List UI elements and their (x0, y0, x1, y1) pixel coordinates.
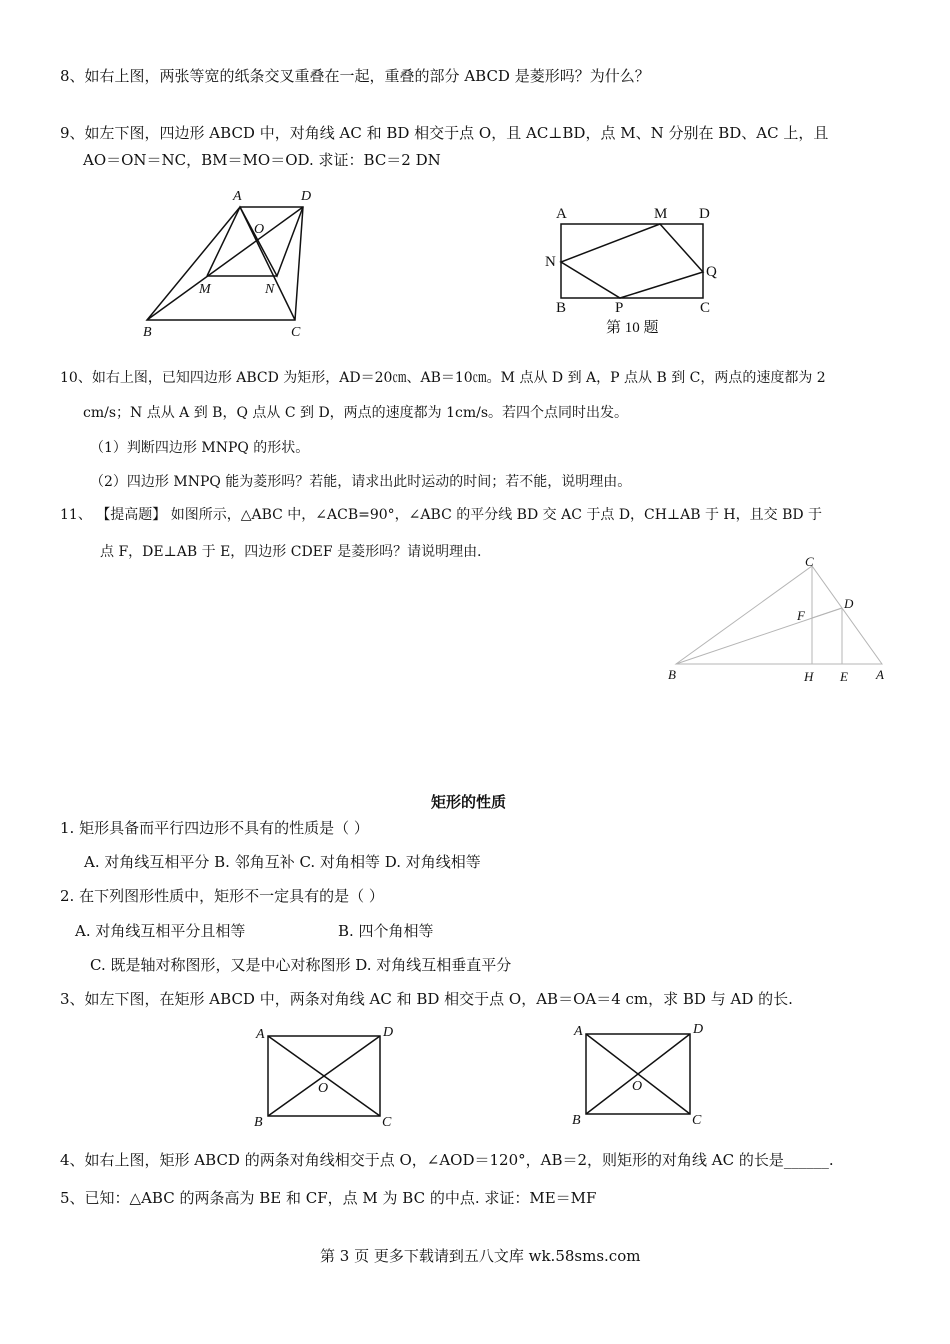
fig9-label-o: O (254, 222, 265, 237)
fig11-label-b: B (668, 667, 676, 682)
rect-question-2: 2. 在下列图形性质中，矩形不一定具有的是（ ） (60, 887, 384, 905)
rect-left-label-o: O (318, 1081, 329, 1096)
fig10-label-q: Q (706, 264, 717, 280)
fig11-segment-fd (812, 608, 842, 618)
fig10-caption: 第 10 题 (606, 320, 659, 336)
rect-right-label-a: A (574, 1024, 583, 1039)
rect-right-label-o: O (632, 1079, 643, 1094)
rect-question-4: 4、如右上图，矩形 ABCD 的两条对角线相交于点 O，∠AOD＝120°，AB＝2，则矩形的对角线 AC 的长是______. (60, 1151, 834, 1169)
rectangle-figure-right (568, 1020, 718, 1130)
fig11-label-e: E (840, 669, 848, 684)
fig11-label-a: A (876, 667, 884, 682)
fig11-triangle-abc (676, 566, 882, 664)
fig9-label-c: C (291, 325, 301, 340)
fig10-quadrilateral-mnpq (561, 224, 703, 298)
rect-question-3: 3、如左下图，在矩形 ABCD 中，两条对角线 AC 和 BD 相交于点 O，AB＝OA＝4 cm，求 BD 与 AD 的长. (60, 990, 793, 1008)
rect-right-label-b: B (572, 1113, 581, 1128)
fig10-label-b: B (556, 300, 567, 316)
figure-10 (540, 200, 740, 340)
rect-question-2-option-a: A. 对角线互相平分且相等 (75, 922, 246, 940)
rect-right-label-d: D (693, 1022, 704, 1037)
rect-right-label-c: C (692, 1113, 702, 1128)
fig9-label-d: D (301, 189, 312, 204)
question-10-line-2: cm/s；N 点从 A 到 B，Q 点从 C 到 D，两点的速度都为 1cm/s。若四个点同时出发。 (83, 405, 629, 421)
rect-question-2-options-cd: C. 既是轴对称图形，又是中心对称图形 D. 对角线互相垂直平分 (90, 956, 512, 974)
fig10-label-p: P (615, 300, 624, 316)
fig10-label-a: A (556, 206, 567, 222)
rect-left-label-b: B (254, 1115, 263, 1130)
figure-9 (135, 180, 335, 340)
fig9-label-n: N (265, 282, 275, 297)
question-9-line-2: AO＝ON＝NC，BM＝MO＝OD. 求证：BC＝2 DN (83, 151, 441, 169)
figure-11 (660, 550, 900, 690)
rect-left-label-a: A (256, 1027, 265, 1042)
rect-question-1: 1. 矩形具备而平行四边形不具有的性质是（ ） (60, 819, 369, 837)
fig9-diagonal-bd (147, 207, 303, 320)
fig11-label-h: H (804, 669, 814, 684)
rect-question-5: 5、已知：△ABC 的两条高为 BE 和 CF，点 M 为 BC 的中点. 求证：ME＝MF (60, 1189, 597, 1207)
page-footer: 第 3 页 更多下载请到五八文库 wk.58sms.com (320, 1247, 641, 1265)
question-11-line-1: 11、 【提高题】 如图所示，△ABC 中，∠ACB=90°，∠ABC 的平分线 BD 交 AC 于点 D，CH⊥AB 于 H，且交 BD 于 (60, 507, 823, 523)
rectangle-figure-left (250, 1022, 410, 1132)
fig9-label-b: B (143, 325, 152, 340)
fig11-label-d: D (844, 596, 854, 611)
question-10-sub-2: （2）四边形 MNPQ 能为菱形吗？若能，请求出此时运动的时间；若不能，说明理由。 (90, 474, 632, 490)
rect-left-label-d: D (383, 1025, 394, 1040)
fig9-label-a: A (233, 189, 242, 204)
fig10-label-m: M (654, 206, 668, 222)
fig10-label-d: D (699, 206, 710, 222)
fig11-label-f: F (797, 608, 805, 623)
fig10-label-n: N (545, 254, 556, 270)
question-9-line-1: 9、如左下图，四边形 ABCD 中，对角线 AC 和 BD 相交于点 O，且 AC⊥BD，点 M、N 分别在 BD、AC 上，且 (60, 124, 829, 142)
question-10-line-1: 10、如右上图，已知四边形 ABCD 为矩形，AD＝20㎝、AB＝10㎝。M 点从 D 到 A，P 点从 B 到 C，两点的速度都为 2 (60, 370, 826, 386)
rect-question-1-options: A. 对角线互相平分 B. 邻角互补 C. 对角相等 D. 对角线相等 (84, 853, 481, 871)
rect-question-2-option-b: B. 四个角相等 (338, 922, 434, 940)
question-8: 8、如右上图，两张等宽的纸条交叉重叠在一起，重叠的部分 ABCD 是菱形吗？为什么？ (60, 67, 650, 85)
fig9-label-m: M (199, 282, 211, 297)
fig10-label-c: C (700, 300, 711, 316)
fig11-label-c: C (805, 554, 814, 569)
question-11-line-2: 点 F，DE⊥AB 于 E，四边形 CDEF 是菱形吗？请说明理由. (100, 544, 482, 560)
rect-left-label-c: C (382, 1115, 392, 1130)
question-10-sub-1: （1）判断四边形 MNPQ 的形状。 (90, 440, 310, 456)
section-title: 矩形的性质 (431, 793, 507, 811)
